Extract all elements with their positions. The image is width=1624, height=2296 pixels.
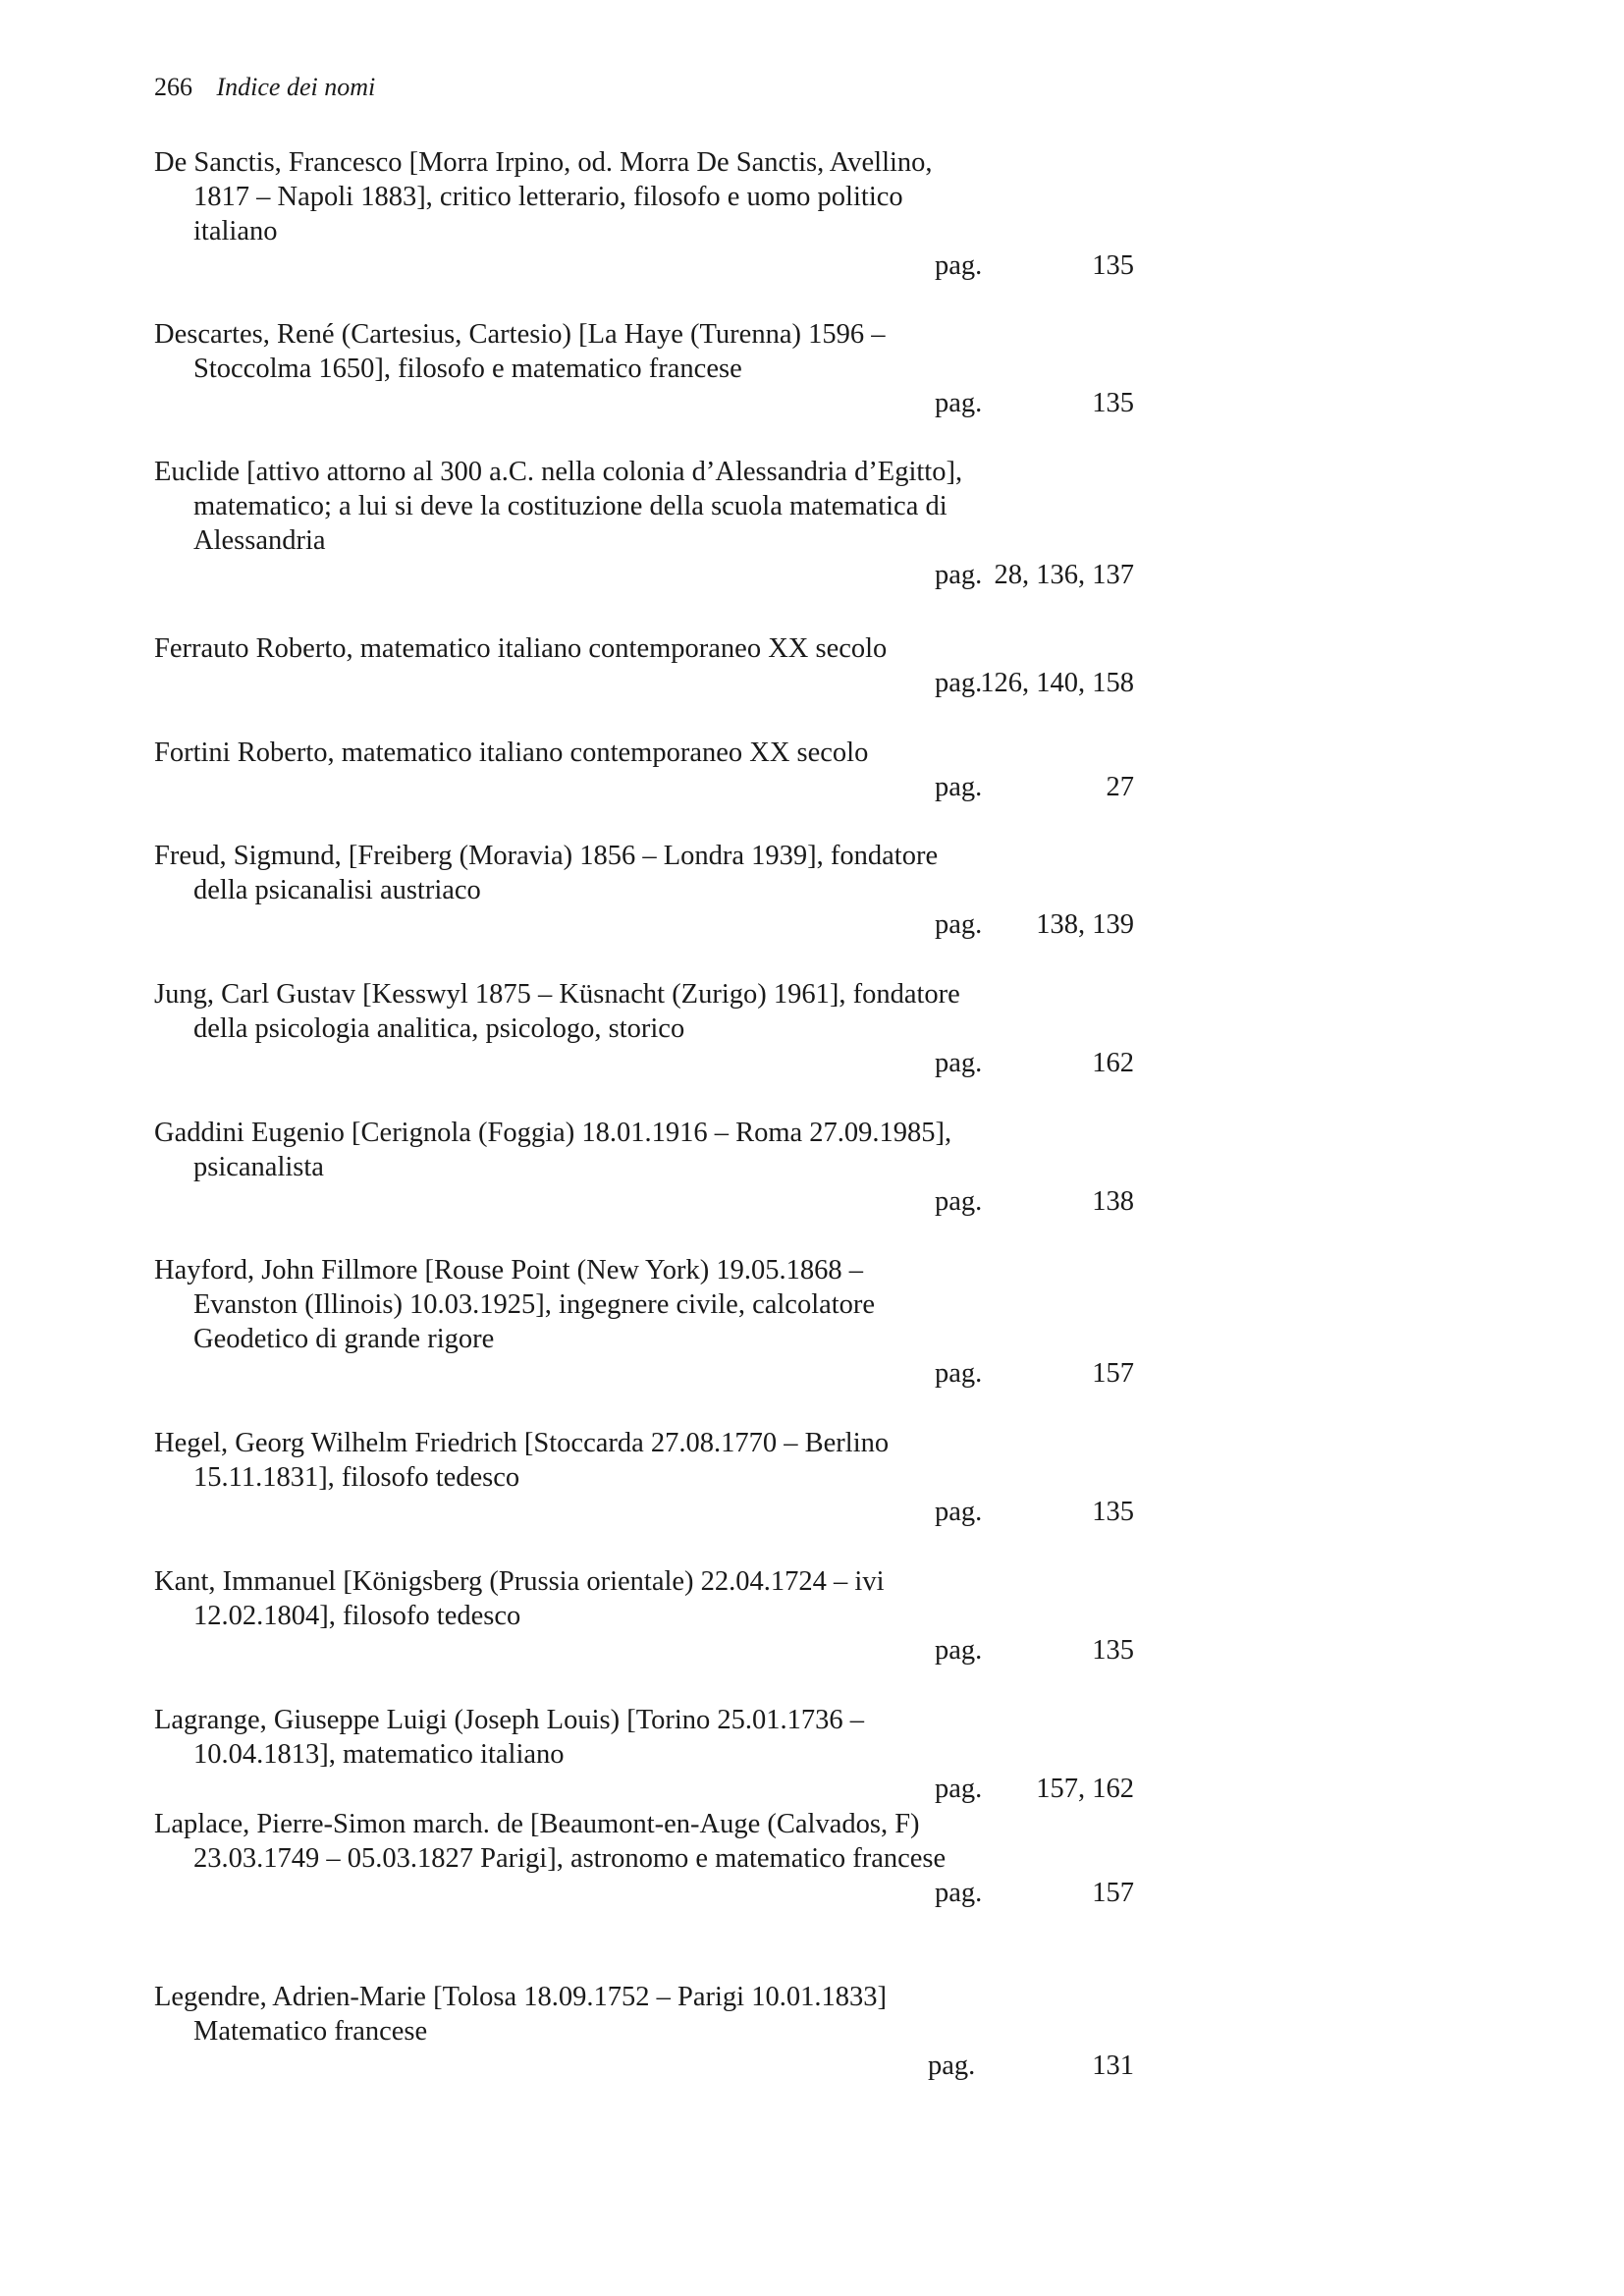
index-entry: [154, 1564, 1185, 1668]
index-entry: [154, 1253, 1185, 1392]
section-title: Indice dei nomi: [216, 73, 376, 101]
page-ref-numbers: 135: [1092, 1497, 1134, 1527]
entry-reference: [154, 1633, 1185, 1668]
entry-text: Kant, Immanuel [Königsberg (Prussia orientale) 22.04.1724 – ivi 12.02.1804], filosofo tedesco: [154, 1566, 885, 1631]
page-ref-label: pag.: [935, 1774, 983, 1804]
entry-text: Jung, Carl Gustav [Kesswyl 1875 – Küsnacht (Zurigo) 1961], fondatore della psicologia analitica, psicologo, storico: [154, 979, 960, 1044]
entry-reference: [154, 2049, 1185, 2084]
page-ref-numbers: 135: [1092, 250, 1134, 281]
page-ref-numbers: 28, 136, 137: [994, 560, 1134, 590]
page-ref-numbers: 27: [1106, 772, 1134, 802]
index-entry: [154, 1980, 1185, 2084]
index-entry: [154, 455, 1185, 593]
index-entry: [154, 1807, 1185, 1911]
page-ref-label: pag.: [935, 772, 983, 802]
index-entry: [154, 1703, 1185, 1807]
index-entry: [154, 1116, 1185, 1220]
entry-text: Laplace, Pierre-Simon march. de [Beaumont-en-Auge (Calvados, F) 23.03.1749 – 05.03.1827 Parigi], astronomo e matematico francese: [154, 1809, 947, 1874]
entry-reference: [154, 907, 1185, 943]
entry-text: Gaddini Eugenio [Cerignola (Foggia) 18.01.1916 – Roma 27.09.1985], psicanalista: [154, 1118, 952, 1182]
entry-reference: [154, 770, 1185, 805]
entry-text: Freud, Sigmund, [Freiberg (Moravia) 1856 – Londra 1939], fondatore della psicanalisi austriaco: [154, 841, 939, 905]
index-entry: [154, 736, 1185, 805]
index-entry: [154, 839, 1185, 943]
entry-reference: [154, 248, 1185, 284]
page-ref-numbers: 131: [1092, 2050, 1134, 2081]
page-ref-numbers: 157, 162: [1036, 1774, 1134, 1804]
entry-reference: [154, 1184, 1185, 1220]
entry-text: De Sanctis, Francesco [Morra Irpino, od. Morra De Sanctis, Avellino, 1817 – Napoli 1883], critico letterario, filosofo e uomo politico italiano: [154, 147, 933, 246]
page-ref-label: pag.: [935, 1358, 983, 1389]
page-ref-numbers: 157: [1092, 1878, 1134, 1908]
page-ref-numbers: 162: [1092, 1048, 1134, 1078]
entry-reference: [154, 558, 1185, 593]
entry-text: Euclide [attivo attorno al 300 a.C. nella colonia d’Alessandria d’Egitto], matematico; a lui si deve la costituzione della scuola matematica di Alessandria: [154, 457, 963, 556]
page-ref-numbers: 138: [1092, 1186, 1134, 1217]
entry-text: Descartes, René (Cartesius, Cartesio) [La Haye (Turenna) 1596 – Stoccolma 1650], filosofo e matematico francese: [154, 319, 886, 384]
page-ref-numbers: 135: [1092, 388, 1134, 418]
entry-text: Hayford, John Fillmore [Rouse Point (New York) 19.05.1868 – Evanston (Illinois) 10.03.1925], ingegnere civile, calcolatore Geodetico di grande rigore: [154, 1255, 876, 1354]
entry-text: Fortini Roberto, matematico italiano contemporaneo XX secolo: [154, 738, 869, 768]
entry-reference: [154, 1046, 1185, 1081]
page-ref-label: pag.: [935, 1635, 983, 1666]
entry-text: Lagrange, Giuseppe Luigi (Joseph Louis) [Torino 25.01.1736 – 10.04.1813], matematico italiano: [154, 1705, 865, 1770]
page-ref-numbers: 126, 140, 158: [980, 668, 1134, 698]
entry-reference: [154, 1772, 1185, 1807]
page-ref-label: pag.: [935, 909, 983, 940]
page-ref-label: pag.: [935, 1878, 983, 1908]
page-ref-label: pag.: [935, 1048, 983, 1078]
entry-reference: [154, 1876, 1185, 1911]
entry-text: Ferrauto Roberto, matematico italiano contemporaneo XX secolo: [154, 633, 888, 664]
index-entry: [154, 317, 1185, 421]
page-ref-label: pag.: [935, 388, 983, 418]
entry-reference: [154, 666, 1185, 701]
page-ref-label: pag.: [935, 250, 983, 281]
page-ref-numbers: 135: [1092, 1635, 1134, 1666]
index-entry: [154, 977, 1185, 1081]
page-ref-numbers: 138, 139: [1036, 909, 1134, 940]
entry-text: Legendre, Adrien-Marie [Tolosa 18.09.1752 – Parigi 10.01.1833] Matematico francese: [154, 1982, 887, 2047]
page-ref-label: pag.: [935, 1186, 983, 1217]
page-ref-label: pag.: [935, 668, 983, 698]
index-entry: [154, 631, 1185, 701]
page-ref-label: pag.: [935, 560, 983, 590]
running-head: [154, 71, 375, 104]
entry-reference: [154, 386, 1185, 421]
index-entry: [154, 1426, 1185, 1530]
page-ref-numbers: 157: [1092, 1358, 1134, 1389]
index-entry: [154, 145, 1185, 284]
page-number: 266: [154, 73, 192, 101]
page-ref-label: pag.: [928, 2050, 976, 2081]
entry-text: Hegel, Georg Wilhelm Friedrich [Stoccarda 27.08.1770 – Berlino 15.11.1831], filosofo tedesco: [154, 1428, 890, 1493]
page-ref-label: pag.: [935, 1497, 983, 1527]
entry-reference: [154, 1495, 1185, 1530]
entry-reference: [154, 1356, 1185, 1392]
